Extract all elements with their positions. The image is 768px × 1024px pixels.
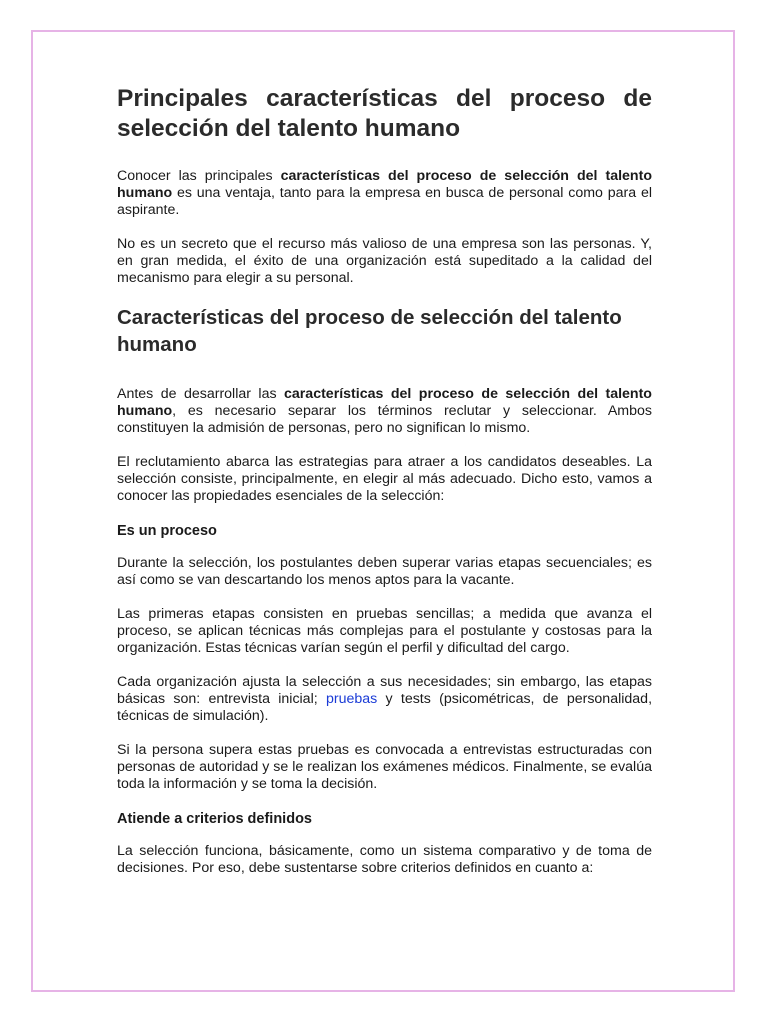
sub1-p3-text-c: y tests (psicométricas, de personalidad, técnicas de simulación). bbox=[117, 691, 653, 724]
section-paragraph-1 bbox=[117, 386, 652, 437]
document-title: Principales características del proceso de selección del talento humano bbox=[117, 85, 652, 142]
section-p1-bold: características del proceso de selección del talento humano bbox=[117, 386, 652, 419]
sub2-paragraph-1: La selección funciona, básicamente, como un sistema comparativo y de toma de decisiones. Por eso, debe sustentarse sobre criterios definidos en cuanto a: bbox=[117, 843, 652, 876]
section-paragraph-2: El reclutamiento abarca las estrategias para atraer a los candidatos deseables. La selección consiste, principalmente, en elegir al más adecuado. Dicho esto, vamos a conocer las propiedades esenciales de la selección: bbox=[117, 454, 652, 504]
intro-p1-text-c: es una ventaja, tanto para la empresa en busca de personal como para el aspirante. bbox=[117, 185, 652, 218]
intro-p1-bold: características del proceso de selección del talento humano bbox=[117, 168, 652, 201]
section-p1-text-c: , es necesario separar los términos reclutar y seleccionar. Ambos constituyen la admisión de personas, pero no significan lo mismo. bbox=[117, 403, 652, 436]
sub1-paragraph-3 bbox=[117, 674, 652, 725]
subheading-es-un-proceso: Es un proceso bbox=[117, 523, 217, 539]
subheading-criterios: Atiende a criterios definidos bbox=[117, 811, 312, 827]
section-heading: Características del proceso de selección del talento humano bbox=[117, 306, 622, 356]
intro-paragraph-1 bbox=[117, 168, 652, 219]
sub1-paragraph-2: Las primeras etapas consisten en pruebas sencillas; a medida que avanza el proceso, se aplican técnicas más complejas para el postulante y costosas para la organización. Estas técnicas varían según el perfil y dificultad del cargo. bbox=[117, 606, 652, 656]
intro-paragraph-2: No es un secreto que el recurso más valioso de una empresa son las personas. Y, en gran medida, el éxito de una organización está supeditado a la calidad del mecanismo para elegir a su personal. bbox=[117, 236, 652, 286]
pruebas-link[interactable]: pruebas bbox=[325, 691, 378, 707]
section-p1-text-a: Antes de desarrollar las bbox=[117, 386, 284, 402]
sub1-paragraph-1: Durante la selección, los postulantes deben superar varias etapas secuenciales; es así como se van descartando los menos aptos para la vacante. bbox=[117, 555, 652, 588]
intro-p1-text-a: Conocer las principales bbox=[117, 168, 281, 184]
sub1-p3-text-a: Cada organización ajusta la selección a sus necesidades; sin embargo, las etapas básicas son: entrevista inicial; bbox=[117, 674, 652, 707]
document-content bbox=[117, 84, 652, 894]
sub1-paragraph-4: Si la persona supera estas pruebas es convocada a entrevistas estructuradas con personas de autoridad y se le realizan los exámenes médicos. Finalmente, se evalúa toda la información y se toma la decisión. bbox=[117, 742, 652, 792]
